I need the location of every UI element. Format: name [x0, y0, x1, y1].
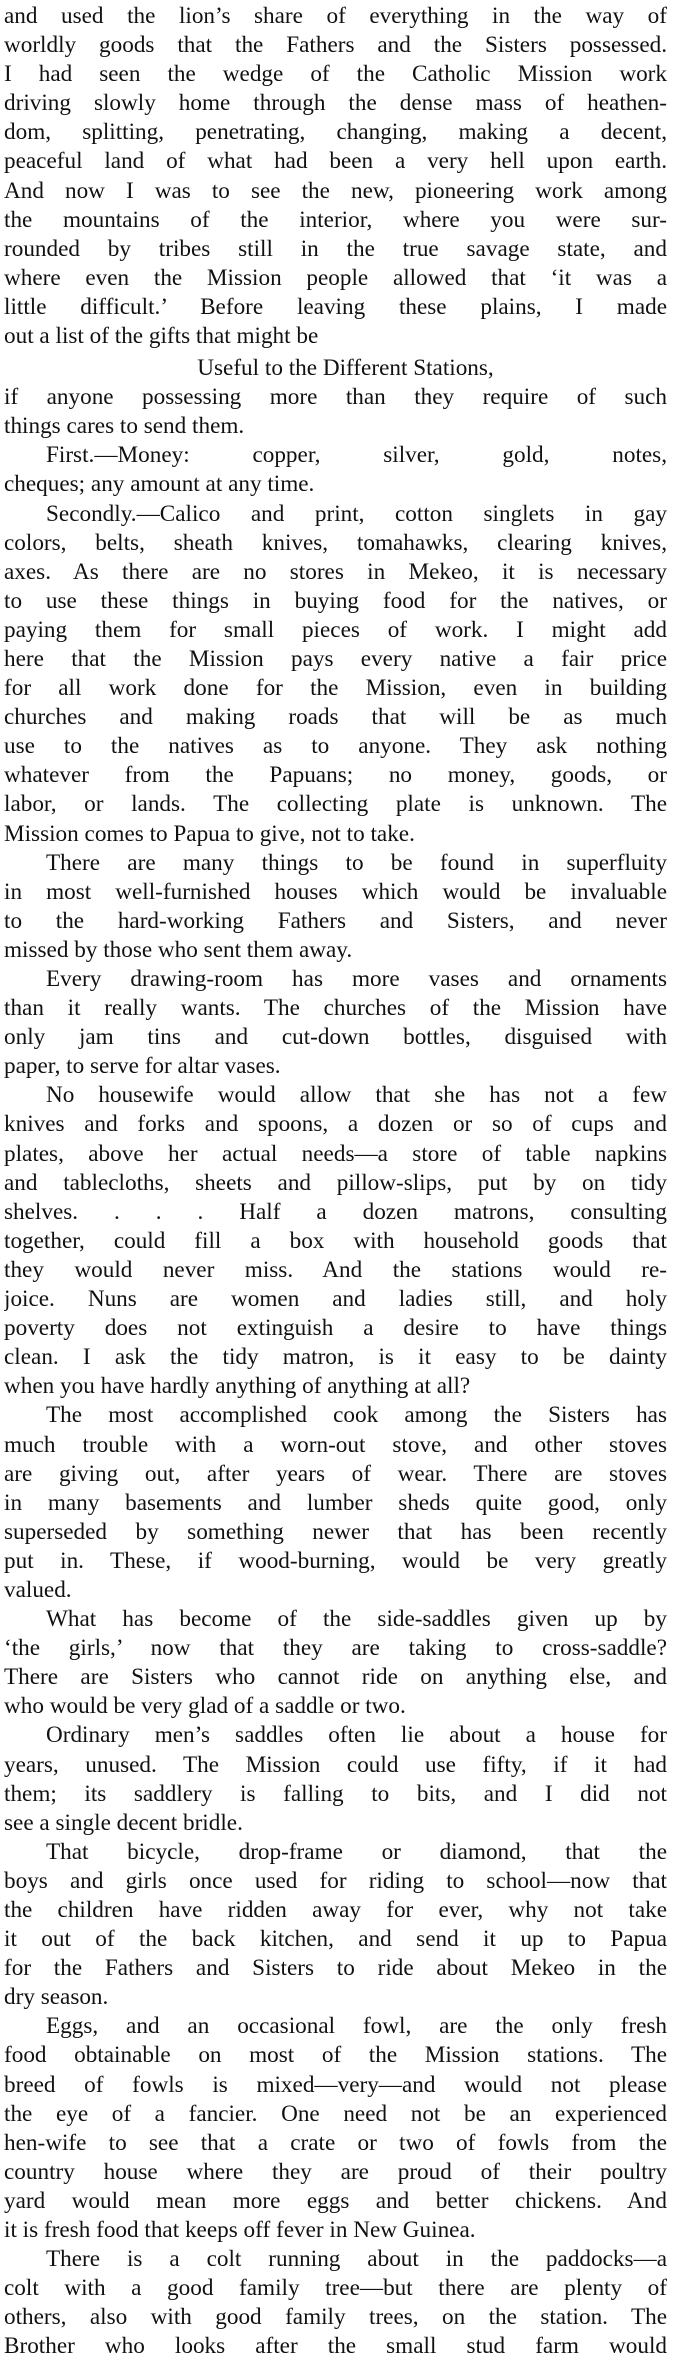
intro-line: the mountains of the interior, where you were sur- — [4, 206, 667, 233]
paragraph-line: and tablecloths, sheets and pillow-slips, put by on tidy — [4, 1169, 667, 1196]
paragraph-line: it is fresh food that keeps off fever in New Guinea. — [4, 2217, 476, 2244]
paragraph-first-line: There are many things to be found in superfluity — [46, 849, 667, 876]
paragraph-line: others, also with good family trees, on the station. The — [4, 2304, 667, 2331]
paragraph-line: poverty does not extinguish a desire to have things — [4, 1315, 667, 1342]
intro-line: I had seen the wedge of the Catholic Mission work — [4, 61, 667, 88]
paragraph-first-line: The most accomplished cook among the Sisters has — [46, 1402, 667, 1429]
paragraph-line: knives and forks and spoons, a dozen or so of cups and — [4, 1111, 667, 1138]
paragraph-line: see a single decent bridle. — [4, 1809, 243, 1836]
paragraph-line: ‘the girls,’ now that they are taking to cross-saddle? — [4, 1635, 667, 1662]
paragraph-line: for all work done for the Mission, even in building — [4, 675, 667, 702]
intro-line: driving slowly home through the dense mass of heathen- — [4, 90, 667, 117]
paragraph-line: than it really wants. The churches of the Mission have — [4, 995, 667, 1022]
paragraph-line: they would never miss. And the stations would re- — [4, 1256, 667, 1283]
paragraph-line: use to the natives as to anyone. They ask nothing — [4, 733, 667, 760]
paragraph-line: paying them for small pieces of work. I might add — [4, 616, 667, 643]
paragraph-line: are giving out, after years of wear. There are stoves — [4, 1460, 667, 1487]
paragraph-line: plates, above her actual needs—a store of table napkins — [4, 1140, 667, 1167]
paragraph-first-line: First.—Money: copper, silver, gold, notes, — [46, 442, 667, 469]
paragraph-line: dry season. — [4, 1984, 109, 2011]
paragraph-line: in many basements and lumber sheds quite good, only — [4, 1489, 667, 1516]
paragraph-line: when you have hardly anything of anything at all? — [4, 1373, 471, 1400]
paragraph-first-line: What has become of the side-saddles given up by — [46, 1606, 667, 1633]
paragraph-line: valued. — [4, 1576, 72, 1603]
paragraph-line: superseded by something newer that has been recently — [4, 1518, 667, 1545]
paragraph-line: it out of the back kitchen, and send it up to Papua — [4, 1926, 667, 1953]
paragraph-line: to the hard-working Fathers and Sisters, and never — [4, 907, 667, 934]
paragraph-line: yard would mean more eggs and better chickens. And — [4, 2187, 667, 2214]
intro-line: And now I was to see the new, pioneering work among — [4, 177, 667, 204]
paragraph-line: There are Sisters who cannot ride on anything else, and — [4, 1664, 667, 1691]
paragraph-line: who would be very glad of a saddle or two. — [4, 1693, 406, 1720]
paragraph-line: food obtainable on most of the Mission stations. The — [4, 2042, 667, 2069]
paragraph-first-line: No housewife would allow that she has not a few — [46, 1082, 667, 1109]
paragraph-line: axes. As there are no stores in Mekeo, it is necessary — [4, 558, 667, 585]
paragraph-line: together, could fill a box with household goods that — [4, 1227, 667, 1254]
paragraph-line: joice. Nuns are women and ladies still, and holy — [4, 1286, 667, 1313]
paragraph-line: in most well-furnished houses which would be invaluable — [4, 878, 667, 905]
paragraph-first-line: Secondly.—Calico and print, cotton singlets in gay — [46, 500, 667, 527]
paragraph-first-line: That bicycle, drop-frame or diamond, that the — [46, 1838, 667, 1865]
subheading: Useful to the Different Stations, — [197, 355, 494, 382]
paragraph-line: country house where they are proud of their poultry — [4, 2158, 667, 2185]
paragraph-line: hen-wife to see that a crate or two of fowls from the — [4, 2129, 667, 2156]
text-line: if anyone possessing more than they require of such — [4, 384, 667, 411]
paragraph-first-line: There is a colt running about in the paddocks—a — [46, 2246, 667, 2273]
intro-line: little difficult.’ Before leaving these plains, I made — [4, 293, 667, 320]
paragraph-line: Mission comes to Papua to give, not to take. — [4, 820, 415, 847]
paragraph-line: the eye of a fancier. One need not be an experienced — [4, 2100, 667, 2127]
paragraph-line: labor, or lands. The collecting plate is unknown. The — [4, 791, 667, 818]
paragraph-line: for the Fathers and Sisters to ride about Mekeo in the — [4, 1955, 667, 1982]
intro-line: out a list of the gifts that might be — [4, 323, 319, 350]
paragraph-line: Brother who looks after the small stud farm would — [4, 2333, 667, 2360]
paragraph-line: colt with a good family tree—but there are plenty of — [4, 2275, 667, 2302]
intro-line: dom, splitting, penetrating, changing, making a decent, — [4, 119, 667, 146]
intro-line: worldly goods that the Fathers and the Sisters possessed. — [4, 32, 667, 59]
paragraph-first-line: Eggs, and an occasional fowl, are the only fresh — [46, 2013, 667, 2040]
paragraph-line: paper, to serve for altar vases. — [4, 1053, 281, 1080]
paragraph-line: put in. These, if wood-burning, would be very greatly — [4, 1547, 667, 1574]
paragraph-line: boys and girls once used for riding to school—now that — [4, 1867, 667, 1894]
intro-line: where even the Mission people allowed that ‘it was a — [4, 264, 667, 291]
paragraph-line: clean. I ask the tidy matron, is it easy to be dainty — [4, 1344, 667, 1371]
paragraph-line: cheques; any amount at any time. — [4, 471, 315, 498]
paragraph-line: the children have ridden away for ever, why not take — [4, 1897, 667, 1923]
paragraph-line: them; its saddlery is falling to bits, and I did not — [4, 1780, 667, 1807]
paragraph-line: much trouble with a worn-out stove, and other stoves — [4, 1431, 667, 1458]
intro-line: and used the lion’s share of everything in the way of — [4, 3, 667, 29]
paragraph-line: here that the Mission pays every native a fair price — [4, 645, 667, 672]
text-line: things cares to send them. — [4, 413, 245, 440]
paragraph-line: years, unused. The Mission could use fifty, if it had — [4, 1751, 667, 1778]
paragraph-line: whatever from the Papuans; no money, goods, or — [4, 762, 667, 789]
paragraph-line: breed of fowls is mixed—very—and would not please — [4, 2071, 667, 2098]
intro-line: rounded by tribes still in the true savage state, and — [4, 235, 667, 262]
paragraph-first-line: Every drawing-room has more vases and ornaments — [46, 966, 667, 992]
paragraph-line: shelves. . . . Half a dozen matrons, consulting — [4, 1198, 667, 1225]
paragraph-first-line: Ordinary men’s saddles often lie about a house for — [46, 1722, 667, 1749]
intro-line: peaceful land of what had been a very hell upon earth. — [4, 148, 667, 175]
paragraph-line: churches and making roads that will be as much — [4, 704, 667, 731]
paragraph-line: missed by those who sent them away. — [4, 936, 353, 963]
paragraph-line: colors, belts, sheath knives, tomahawks, clearing knives, — [4, 529, 667, 556]
paragraph-line: only jam tins and cut-down bottles, disguised with — [4, 1024, 667, 1051]
paragraph-line: to use these things in buying food for the natives, or — [4, 587, 667, 614]
